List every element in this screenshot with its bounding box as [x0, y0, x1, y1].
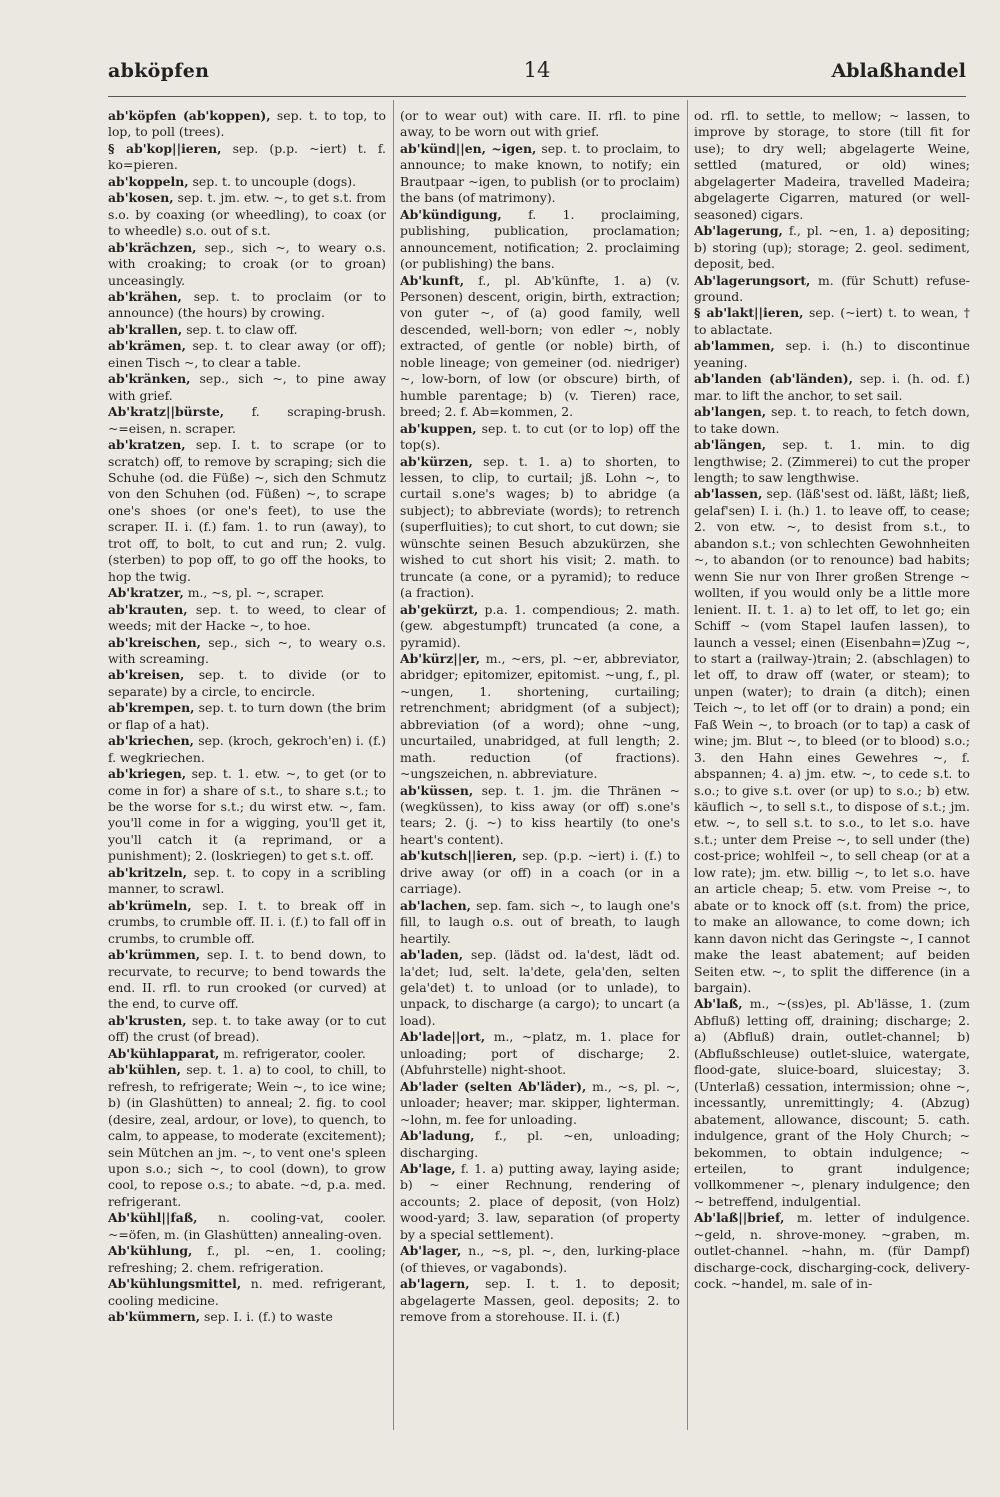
- dictionary-entry: [400, 651, 680, 783]
- entry-definition: sep. t. to uncouple (dogs).: [188, 173, 357, 189]
- column-2: [400, 108, 680, 1438]
- entry-definition: f., pl. ~en, 1. cooling; refreshing; 2. chem. refrigeration.: [108, 1243, 386, 1275]
- entry-definition: sep., sich ~, to weary o.s. with screaming.: [108, 634, 386, 666]
- column-divider: [393, 100, 394, 1430]
- entry-definition: sep., sich ~, to weary o.s. with croaking; to croak (or to groan) unceasingly.: [108, 239, 386, 288]
- dictionary-entry: [108, 322, 386, 338]
- entry-definition: sep. (~iert) t. to wean, † to ablactate.: [694, 305, 970, 337]
- entry-definition: p.a. 1. compendious; 2. math. (gew. abgestumpft) truncated (a cone, a pyramid).: [400, 601, 680, 650]
- entry-headword: ab'kümmern,: [108, 1309, 201, 1325]
- header-last-word: Ablaßhandel: [831, 60, 966, 82]
- entry-headword: ab'kriegen,: [108, 766, 187, 782]
- entry-headword: ab'kritzeln,: [108, 864, 187, 880]
- entry-headword: ab'küssen,: [400, 782, 474, 798]
- dictionary-entry: [108, 585, 386, 601]
- entry-headword: Ab'kühlung,: [108, 1243, 193, 1259]
- dictionary-entry: [108, 1046, 386, 1062]
- entry-definition: m. letter of indulgence. ~geld, n. shrove-money. ~graben, m. outlet-channel. ~hahn, m. (für Dampf) discharge-cock, discharging-cock, delivery-cock. ~handel, m. sale of in-: [694, 1210, 970, 1292]
- dictionary-entry: [108, 947, 386, 1013]
- page-header: [108, 60, 966, 92]
- entry-definition: sep. t. to clear away (or off); einen Tisch ~, to clear a table.: [108, 338, 386, 370]
- dictionary-entry: [400, 454, 680, 602]
- entry-headword: ab'kreisen,: [108, 667, 185, 683]
- entry-headword: ab'köpfen (ab'koppen),: [108, 108, 271, 123]
- entry-definition: sep. t. to proclaim (or to announce) (the hours) by crowing.: [108, 288, 386, 321]
- entry-headword: ab'krempen,: [108, 700, 195, 716]
- entry-definition: sep. t. to divide (or to separate) by a circle, to encircle.: [108, 667, 386, 699]
- entry-definition: f. 1. a) putting away, laying aside; b) ~ einer Rechnung, rendering of accounts; 2. place of deposit, (von Holz) wood-yard; 3. law, separation (of property by a special settlement).: [400, 1161, 680, 1242]
- entry-headword: § ab'lakt||ieren,: [694, 305, 804, 321]
- dictionary-entry: [400, 602, 680, 651]
- entry-definition: sep. t. to top, to lop, to poll (trees).: [108, 108, 386, 140]
- dictionary-entry: [400, 947, 680, 1029]
- entry-headword: ab'krümmen,: [108, 947, 201, 963]
- dictionary-entry: [108, 700, 386, 733]
- entry-headword: ab'krauten,: [108, 601, 188, 617]
- entry-headword: ab'längen,: [694, 437, 767, 453]
- entry-definition: sep. t. 1. jm. die Thränen ~ (wegküssen), to kiss away (or off) s.one's tears; 2. (j. ~) to kiss heartily (to one's heart's content).: [400, 782, 680, 847]
- dictionary-entry: [108, 437, 386, 585]
- entry-headword: Ab'lage,: [400, 1161, 456, 1176]
- dictionary-entry: [108, 174, 386, 190]
- entry-definition: n. cooling-vat, cooler. ~=öfen, m. (in Glashütten) annealing-oven.: [108, 1210, 386, 1242]
- entry-headword: Ab'laß,: [694, 996, 743, 1012]
- dictionary-entry: [694, 996, 970, 1210]
- entry-headword: ab'krächzen,: [108, 239, 197, 255]
- dictionary-entry: [108, 898, 386, 947]
- entry-definition: f., pl. Ab'künfte, 1. a) (v. Personen) descent, origin, birth, extraction; von guter ~, of (a) good family, well descended, well-born; von edler ~, nobly extracted, of gentle (or noble) birth, of noble lineage; von gemeiner (od. niedriger) ~, low-born, of low (or obscure) birth, of humble parentage; b) (v. Tieren) race, breed; 2. f. Ab=kommen, 2.: [400, 272, 680, 420]
- dictionary-entry: [108, 108, 386, 141]
- dictionary-entry: [400, 1161, 680, 1243]
- entry-definition: m., ~ers, pl. ~er, abbreviator, abridger; epitomizer, epitomist. ~ung, f., pl. ~ungen, 1. shortening, curtailing; retrenchment; abridgment (of a subject); abbreviation (of a word); ohne ~ung, uncurtailed, unabridged, at full length; 2. math. reduction (of fractions). ~ungszeichen, n. abbreviature.: [400, 650, 680, 782]
- dictionary-entry: [400, 1079, 680, 1128]
- entry-definition: sep. I. t. to break off in crumbs, to crumble off. II. i. (f.) to fall off in crumbs, to crumble off.: [108, 897, 386, 946]
- entry-definition: sep. t. to claw off.: [182, 321, 298, 337]
- dictionary-entry: [108, 733, 386, 766]
- dictionary-entry: [400, 141, 680, 207]
- entry-definition: sep. t. to turn down (the brim or flap of a hat).: [108, 700, 386, 732]
- dictionary-entry: [400, 421, 680, 454]
- entry-definition: sep. t. to take away (or to cut off) the crust (of bread).: [108, 1012, 386, 1045]
- entry-definition: sep. t. 1. min. to dig lengthwise; 2. (Zimmerei) to cut the proper length; to saw lengthwise.: [694, 437, 970, 485]
- entry-headword: ab'lagern,: [400, 1276, 470, 1292]
- entry-definition: n. med. refrigerant, cooling medicine.: [108, 1276, 386, 1308]
- page-number: 14: [523, 58, 551, 82]
- entry-definition: m., ~(ss)es, pl. Ab'lässe, 1. (zum Abfluß) letting off, draining; discharge; 2. a) (Abfluß) drain, outlet-channel; b) (Abflußschleuse) outlet-sluice, watergate, flood-gate, sluice-board, sluicestay; 3. (Unterlaß) cessation, intermission; ohne ~, incessantly, unremittingly; 4. (Abzug) abatement, allowance, discount; 5. cath. indulgence, grant of the Holy Church; ~ bekommen, to obtain indulgence; ~ erteilen, to grant indulgence; vollkommener ~, plenary indulgence; den ~ betreffend, indulgential.: [694, 996, 970, 1209]
- entry-definition: sep. I. t. to bend down, to recurvate, to recurve; to bend towards the end. II. rfl. to run crooked (or curved) at the end, to curve off.: [108, 947, 386, 1012]
- entry-headword: Ab'kratzer,: [108, 585, 184, 601]
- dictionary-entry: [108, 371, 386, 404]
- entry-headword: Ab'lagerungsort,: [694, 272, 811, 288]
- entry-headword: ab'künd||en, ~igen,: [400, 140, 537, 156]
- dictionary-entry: [400, 898, 680, 947]
- entry-headword: ab'kratzen,: [108, 437, 186, 453]
- entry-headword: Ab'kühl||faß,: [108, 1210, 198, 1226]
- dictionary-entry: [694, 1210, 970, 1292]
- column-divider: [687, 100, 688, 1430]
- entry-headword: ab'kreischen,: [108, 634, 201, 650]
- dictionary-entry: [400, 108, 680, 141]
- column-3: [694, 108, 970, 1438]
- entry-headword: Ab'kunft,: [400, 272, 465, 288]
- entry-definition: sep. (läß'sest od. läßt, läßt; ließ, gelaf'sen) I. i. (h.) 1. to leave off, to cease; 2. von etw. ~, to desist from s.t., to abandon s.t.; von schlechten Gewohnheiten ~, to abandon (or to renounce) bad habits; wenn Sie nur von Ihrer großen Strenge ~ wollten, if you would only be a little more lenient. II. t. 1. a) to let off, to let go; ein Schiff ~ (vom Stapel laufen lassen), to launch a vessel; einen (Eisenbahn=)Zug ~, to start a (railway-)train; 2. (abschlagen) to let off, to draw off (water, or steam); to unpen (water); to drain (a ditch); einen Teich ~, to let off (or to drain) a pond; ein Faß Wein ~, to broach (or to tap) a cask of wine; jm. Blut ~, to bleed (or to blood) s.o.; 3. den Hahn eines Gewehres ~, f. abspannen; 4. a) jm. etw. ~, to cede s.t. to s.o.; to give s.t. over (or up) to s.o.; b) etw. käuflich ~, to sell s.t., to dispose of s.t.; jm. etw. ~, to sell s.t. to s.o., to let s.o. have s.t.; unter dem Preise ~, to sell under (the) cost-price; wohlfeil ~, to sell cheap (or at a low rate); jm. etw. billig ~, to let s.o. have an article cheap; 5. etw. vom Preise ~, to abate or to knock off (s.t. from) the price, to make an allowance, to come down; ich kann davon nicht das Geringste ~, I cannot make the least abatement; auf beiden Seiten etw. ~, to split the difference (in a bargain).: [694, 486, 970, 996]
- entry-definition: sep. t. to reach, to fetch down, to take down.: [694, 404, 970, 436]
- dictionary-entry: [108, 1243, 386, 1276]
- entry-definition: sep. t. 1. etw. ~, to get (or to come in for) a share of s.t., to share s.t.; to be the worse for s.t.; du wirst etw. ~, fam. you'll come in for a wigging, you'll get it, you'll catch it (a reprimand, or a punishment); 2. (loskriegen) to get s.t. off.: [108, 766, 386, 864]
- dictionary-entry: [400, 273, 680, 421]
- entry-definition: m., ~s, pl. ~, scraper.: [183, 585, 325, 601]
- entry-definition: f., pl. ~en, 1. a) depositing; b) storing (up); storage; 2. geol. sediment, deposit, bed.: [694, 223, 970, 272]
- entry-headword: ab'gekürzt,: [400, 601, 479, 617]
- dictionary-entry: [108, 289, 386, 322]
- entry-definition: m. (für Schutt) refuse-ground.: [694, 272, 970, 304]
- dictionary-entry: [108, 1062, 386, 1210]
- entry-definition: m., ~platz, m. 1. place for unloading; port of discharge; 2. (Abfuhrstelle) night-shoot.: [400, 1029, 680, 1078]
- entry-definition: f., pl. ~en, unloading; discharging.: [400, 1128, 680, 1160]
- entry-definition: sep. t. to proclaim, to announce; to make known, to notify; ein Brautpaar ~igen, to publish (or to proclaim) the bans (of matrimony).: [400, 140, 680, 206]
- entry-definition: sep. t. to cut (or to lop) off the top(s).: [400, 420, 680, 453]
- entry-headword: ab'kühlen,: [108, 1062, 182, 1078]
- entry-definition: f. scraping-brush. ~=eisen, n. scraper.: [108, 404, 386, 436]
- dictionary-entry: [400, 1128, 680, 1161]
- entry-headword: Ab'kürz||er,: [400, 650, 481, 666]
- dictionary-entry: [108, 404, 386, 437]
- dictionary-entry: [400, 1243, 680, 1276]
- dictionary-entry: [694, 305, 970, 338]
- entry-headword: ab'lachen,: [400, 897, 471, 913]
- entry-headword: ab'krallen,: [108, 321, 183, 337]
- entry-headword: ab'laden,: [400, 947, 464, 963]
- dictionary-entry: [108, 141, 386, 174]
- entry-headword: Ab'kühlapparat,: [108, 1045, 220, 1061]
- dictionary-entry: [694, 486, 970, 996]
- entry-definition: sep. fam. sich ~, to laugh one's fill, to laugh o.s. out of breath, to laugh heartily.: [400, 897, 680, 946]
- entry-definition: sep., sich ~, to pine away with grief.: [108, 371, 386, 403]
- entry-headword: ab'kränken,: [108, 371, 191, 387]
- dictionary-entry: [400, 848, 680, 897]
- dictionary-entry: [108, 1013, 386, 1046]
- entry-headword: Ab'ladung,: [400, 1128, 475, 1144]
- entry-headword: ab'krümeln,: [108, 897, 192, 913]
- entry-definition: f. 1. proclaiming, publishing, publication, proclamation; announcement, notification; 2. proclaiming (or publishing) the bans.: [400, 206, 680, 272]
- entry-headword: ab'kürzen,: [400, 453, 473, 469]
- entry-definition: m. refrigerator, cooler.: [219, 1045, 366, 1061]
- entry-definition: sep. (p.p. ~iert) i. (f.) to drive away (or off) in a coach (or in a carriage).: [400, 848, 680, 897]
- entry-headword: ab'langen,: [694, 404, 767, 420]
- entry-definition: od. rfl. to settle, to mellow; ~ lassen, to improve by storage, to store (till fit for use); to dry well; abgelagerte Weine, settled (matured, or old) wines; abgelagerter Madeira, travelled Madeira; abgelagerte Cigarren, matured (or well-seasoned) cigars.: [694, 108, 970, 222]
- dictionary-entry: [400, 1029, 680, 1078]
- entry-headword: Ab'lade||ort,: [400, 1029, 486, 1045]
- entry-definition: sep. I. t. 1. to deposit; abgelagerte Massen, geol. deposits; 2. to remove from a storehouse. II. i. (f.): [400, 1276, 680, 1325]
- entry-definition: n., ~s, pl. ~, den, lurking-place (of thieves, or vagabonds).: [400, 1243, 680, 1275]
- dictionary-entry: [694, 108, 970, 223]
- dictionary-entry: [108, 635, 386, 668]
- dictionary-entry: [108, 1210, 386, 1243]
- entry-headword: § ab'kop||ieren,: [108, 140, 222, 156]
- entry-headword: Ab'lader (selten Ab'läder),: [400, 1078, 587, 1094]
- entry-headword: ab'krähen,: [108, 288, 182, 304]
- dictionary-entry: [108, 667, 386, 700]
- dictionary-entry: [108, 240, 386, 289]
- entry-headword: ab'landen (ab'länden),: [694, 371, 853, 387]
- entry-definition: sep. I. i. (f.) to waste: [200, 1309, 333, 1325]
- entry-headword: Ab'lager,: [400, 1243, 462, 1259]
- dictionary-entry: [400, 1276, 680, 1325]
- dictionary-entry: [108, 865, 386, 898]
- dictionary-entry: [108, 1309, 386, 1325]
- entry-headword: Ab'lagerung,: [694, 223, 783, 239]
- entry-headword: ab'kuppen,: [400, 420, 477, 436]
- entry-definition: sep. I. t. to scrape (or to scratch) off, to remove by scraping; sich die Schuhe (od. die Füße) ~, sich den Schmutz von den Schuhen (od. Füßen) ~, to scrape one's shoes (or one's feet), to use the scraper. II. i. (f.) fam. 1. to run (away), to trot off, to bolt, to cut and run; 2. vulg. (sterben) to pop off, to go off the hooks, to hop the twig.: [108, 437, 386, 584]
- entry-headword: ab'krusten,: [108, 1012, 187, 1028]
- entry-headword: ab'kosen,: [108, 190, 174, 206]
- entry-definition: sep. t. to copy in a scribling manner, to scrawl.: [108, 864, 386, 897]
- entry-definition: (or to wear out) with care. II. rfl. to pine away, to be worn out with grief.: [400, 108, 680, 140]
- dictionary-entry: [694, 223, 970, 272]
- entry-headword: ab'lassen,: [694, 486, 763, 502]
- entry-definition: m., ~s, pl. ~, unloader; heaver; mar. skipper, lighterman. ~lohn, m. fee for unloading.: [400, 1078, 680, 1127]
- entry-headword: Ab'kratz||bürste,: [108, 404, 225, 420]
- entry-definition: sep. t. jm. etw. ~, to get s.t. from s.o. by coaxing (or wheedling), to coax (or to wheedle) s.o. out of s.t.: [108, 190, 386, 239]
- dictionary-entry: [694, 437, 970, 486]
- entry-headword: ab'krämen,: [108, 338, 186, 354]
- dictionary-entry: [400, 207, 680, 273]
- dictionary-entry: [108, 1276, 386, 1309]
- entry-headword: Ab'kündigung,: [400, 206, 502, 222]
- entry-headword: ab'koppeln,: [108, 173, 189, 189]
- column-1: [108, 108, 386, 1438]
- dictionary-entry: [694, 371, 970, 404]
- header-first-word: abköpfen: [108, 60, 210, 82]
- entry-definition: sep. t. to weed, to clear of weeds; mit der Hacke ~, to hoe.: [108, 601, 386, 634]
- header-rule: [108, 96, 966, 97]
- dictionary-entry: [108, 602, 386, 635]
- entry-definition: sep. i. (h.) to discontinue yeaning.: [694, 338, 970, 370]
- dictionary-entry: [108, 766, 386, 865]
- entry-headword: Ab'kühlungsmittel,: [108, 1276, 242, 1292]
- entry-definition: sep. (kroch, gekroch'en) i. (f.) f. wegkriechen.: [108, 733, 386, 765]
- entry-definition: sep. t. 1. a) to cool, to chill, to refresh, to refrigerate; Wein ~, to ice wine; b) (in Glashütten) to anneal; 2. fig. to cool (desire, zeal, ardour, or love), to quench, to calm, to appease, to moderate (excitement); sein Mütchen an jm. ~, to vent one's spleen upon s.o.; sich ~, to cool (down), to grow cool, to repose o.s.; to abate. ~d, p.a. med. refrigerant.: [108, 1062, 386, 1209]
- entry-definition: sep. t. 1. a) to shorten, to lessen, to clip, to curtail; jß. Lohn ~, to curtail s.one's wages; b) to abridge (a subject); to abbreviate (words); to retrench (superfluities); to cut short, to cut down; sie wünschte seinen Besuch abzukürzen, she wished to cut short his visit; 2. math. to truncate (a cone, or a pyramid); to reduce (a fraction).: [400, 453, 680, 601]
- entry-definition: sep. (lädst od. la'dest, lädt od. la'det; lud, selt. la'dete, gela'den, selten gela'det) t. to unload (or to unlade), to unpack, to discharge (a cargo); to uncart (a load).: [400, 947, 680, 1028]
- entry-definition: sep. (p.p. ~iert) t. f. ko=pieren.: [108, 140, 386, 173]
- dictionary-entry: [694, 338, 970, 371]
- dictionary-entry: [108, 190, 386, 239]
- entry-headword: ab'kutsch||ieren,: [400, 848, 517, 864]
- dictionary-entry: [108, 338, 386, 371]
- dictionary-entry: [694, 404, 970, 437]
- entry-headword: ab'lammen,: [694, 338, 775, 354]
- entry-definition: sep. i. (h. od. f.) mar. to lift the anchor, to set sail.: [694, 371, 970, 403]
- entry-headword: Ab'laß||brief,: [694, 1210, 785, 1226]
- dictionary-entry: [400, 783, 680, 849]
- entry-headword: ab'kriechen,: [108, 733, 194, 749]
- dictionary-entry: [694, 273, 970, 306]
